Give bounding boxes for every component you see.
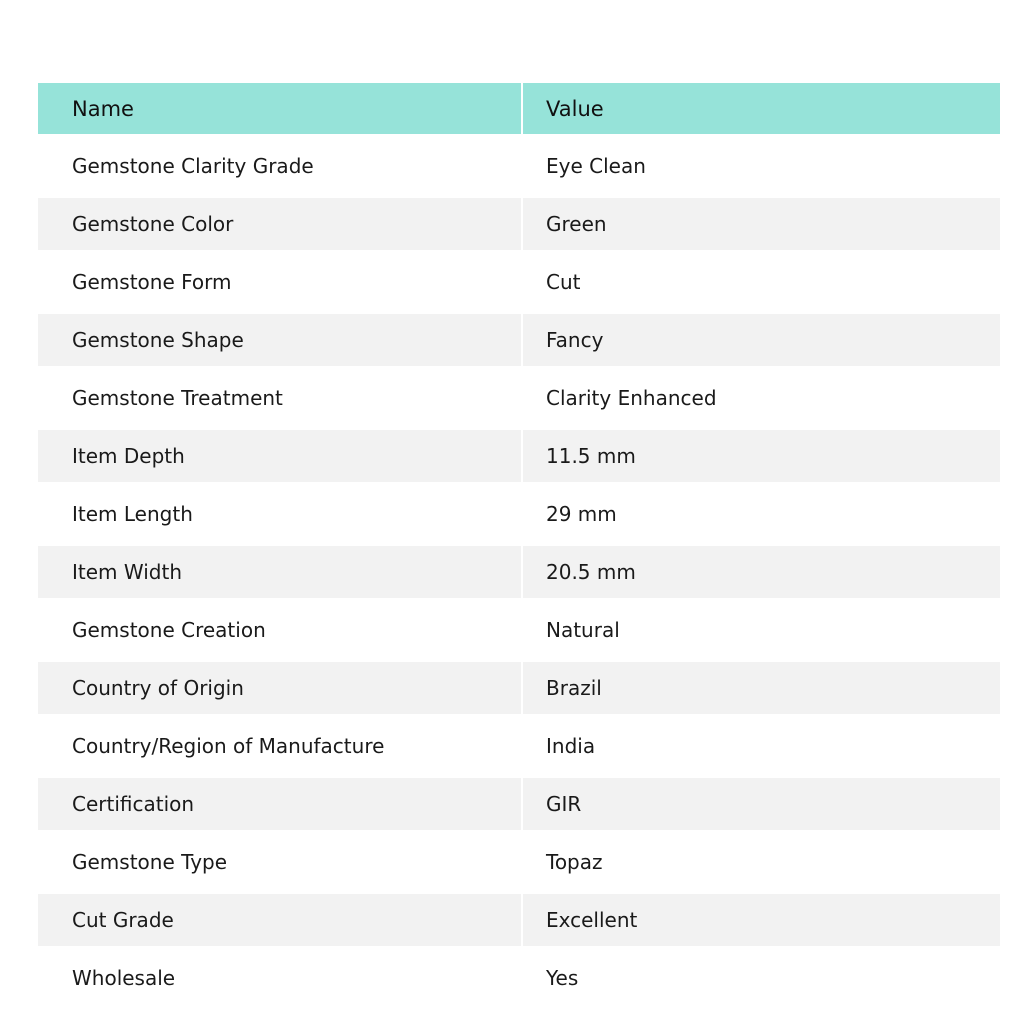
row-value-cell: 11.5 mm: [546, 444, 636, 468]
table-row: [38, 894, 1000, 946]
row-value-cell: Fancy: [546, 328, 604, 352]
row-name-cell: Wholesale: [38, 952, 523, 1004]
row-name-cell: Gemstone Form: [38, 256, 523, 308]
row-name-cell: Gemstone Type: [38, 836, 523, 888]
row-name-cell: Gemstone Shape: [38, 314, 523, 366]
row-value-cell: Green: [546, 212, 607, 236]
row-name-cell: Gemstone Treatment: [38, 372, 523, 424]
row-name-cell: Item Depth: [38, 430, 523, 482]
row-value-cell: Yes: [546, 966, 579, 990]
row-name-cell: Item Width: [38, 546, 523, 598]
table-row: [38, 140, 1000, 192]
table-row: [38, 256, 1000, 308]
table-row: [38, 952, 1000, 1004]
column-header-value: Value: [546, 96, 604, 121]
row-value-cell: Brazil: [546, 676, 602, 700]
row-value-cell: Natural: [546, 618, 620, 642]
row-value-cell: Clarity Enhanced: [546, 386, 717, 410]
row-value-cell: India: [546, 734, 596, 758]
table-row: [38, 778, 1000, 830]
row-name-cell: Country/Region of Manufacture: [38, 720, 523, 772]
row-name-cell: Item Length: [38, 488, 523, 540]
table-row: [38, 198, 1000, 250]
row-value-cell: 29 mm: [546, 502, 617, 526]
row-name-cell: Gemstone Clarity Grade: [38, 140, 523, 192]
table-row: [38, 430, 1000, 482]
row-name-cell: Cut Grade: [38, 894, 523, 946]
table-row: [38, 372, 1000, 424]
row-value-cell: Eye Clean: [546, 154, 646, 178]
column-header-name: Name: [38, 83, 523, 134]
table-row: [38, 836, 1000, 888]
row-name-cell: Gemstone Color: [38, 198, 523, 250]
table-row: [38, 720, 1000, 772]
table-row: [38, 604, 1000, 656]
table-row: [38, 488, 1000, 540]
table-row: [38, 314, 1000, 366]
table-row: [38, 662, 1000, 714]
row-value-cell: Topaz: [546, 850, 603, 874]
row-name-cell: Gemstone Creation: [38, 604, 523, 656]
table-row: [38, 546, 1000, 598]
specifications-table: [38, 83, 1000, 1010]
row-value-cell: Cut: [546, 270, 581, 294]
row-name-cell: Certification: [38, 778, 523, 830]
row-value-cell: 20.5 mm: [546, 560, 636, 584]
table-header-row: [38, 83, 1000, 134]
row-name-cell: Country of Origin: [38, 662, 523, 714]
row-value-cell: Excellent: [546, 908, 638, 932]
row-value-cell: GIR: [546, 792, 582, 816]
